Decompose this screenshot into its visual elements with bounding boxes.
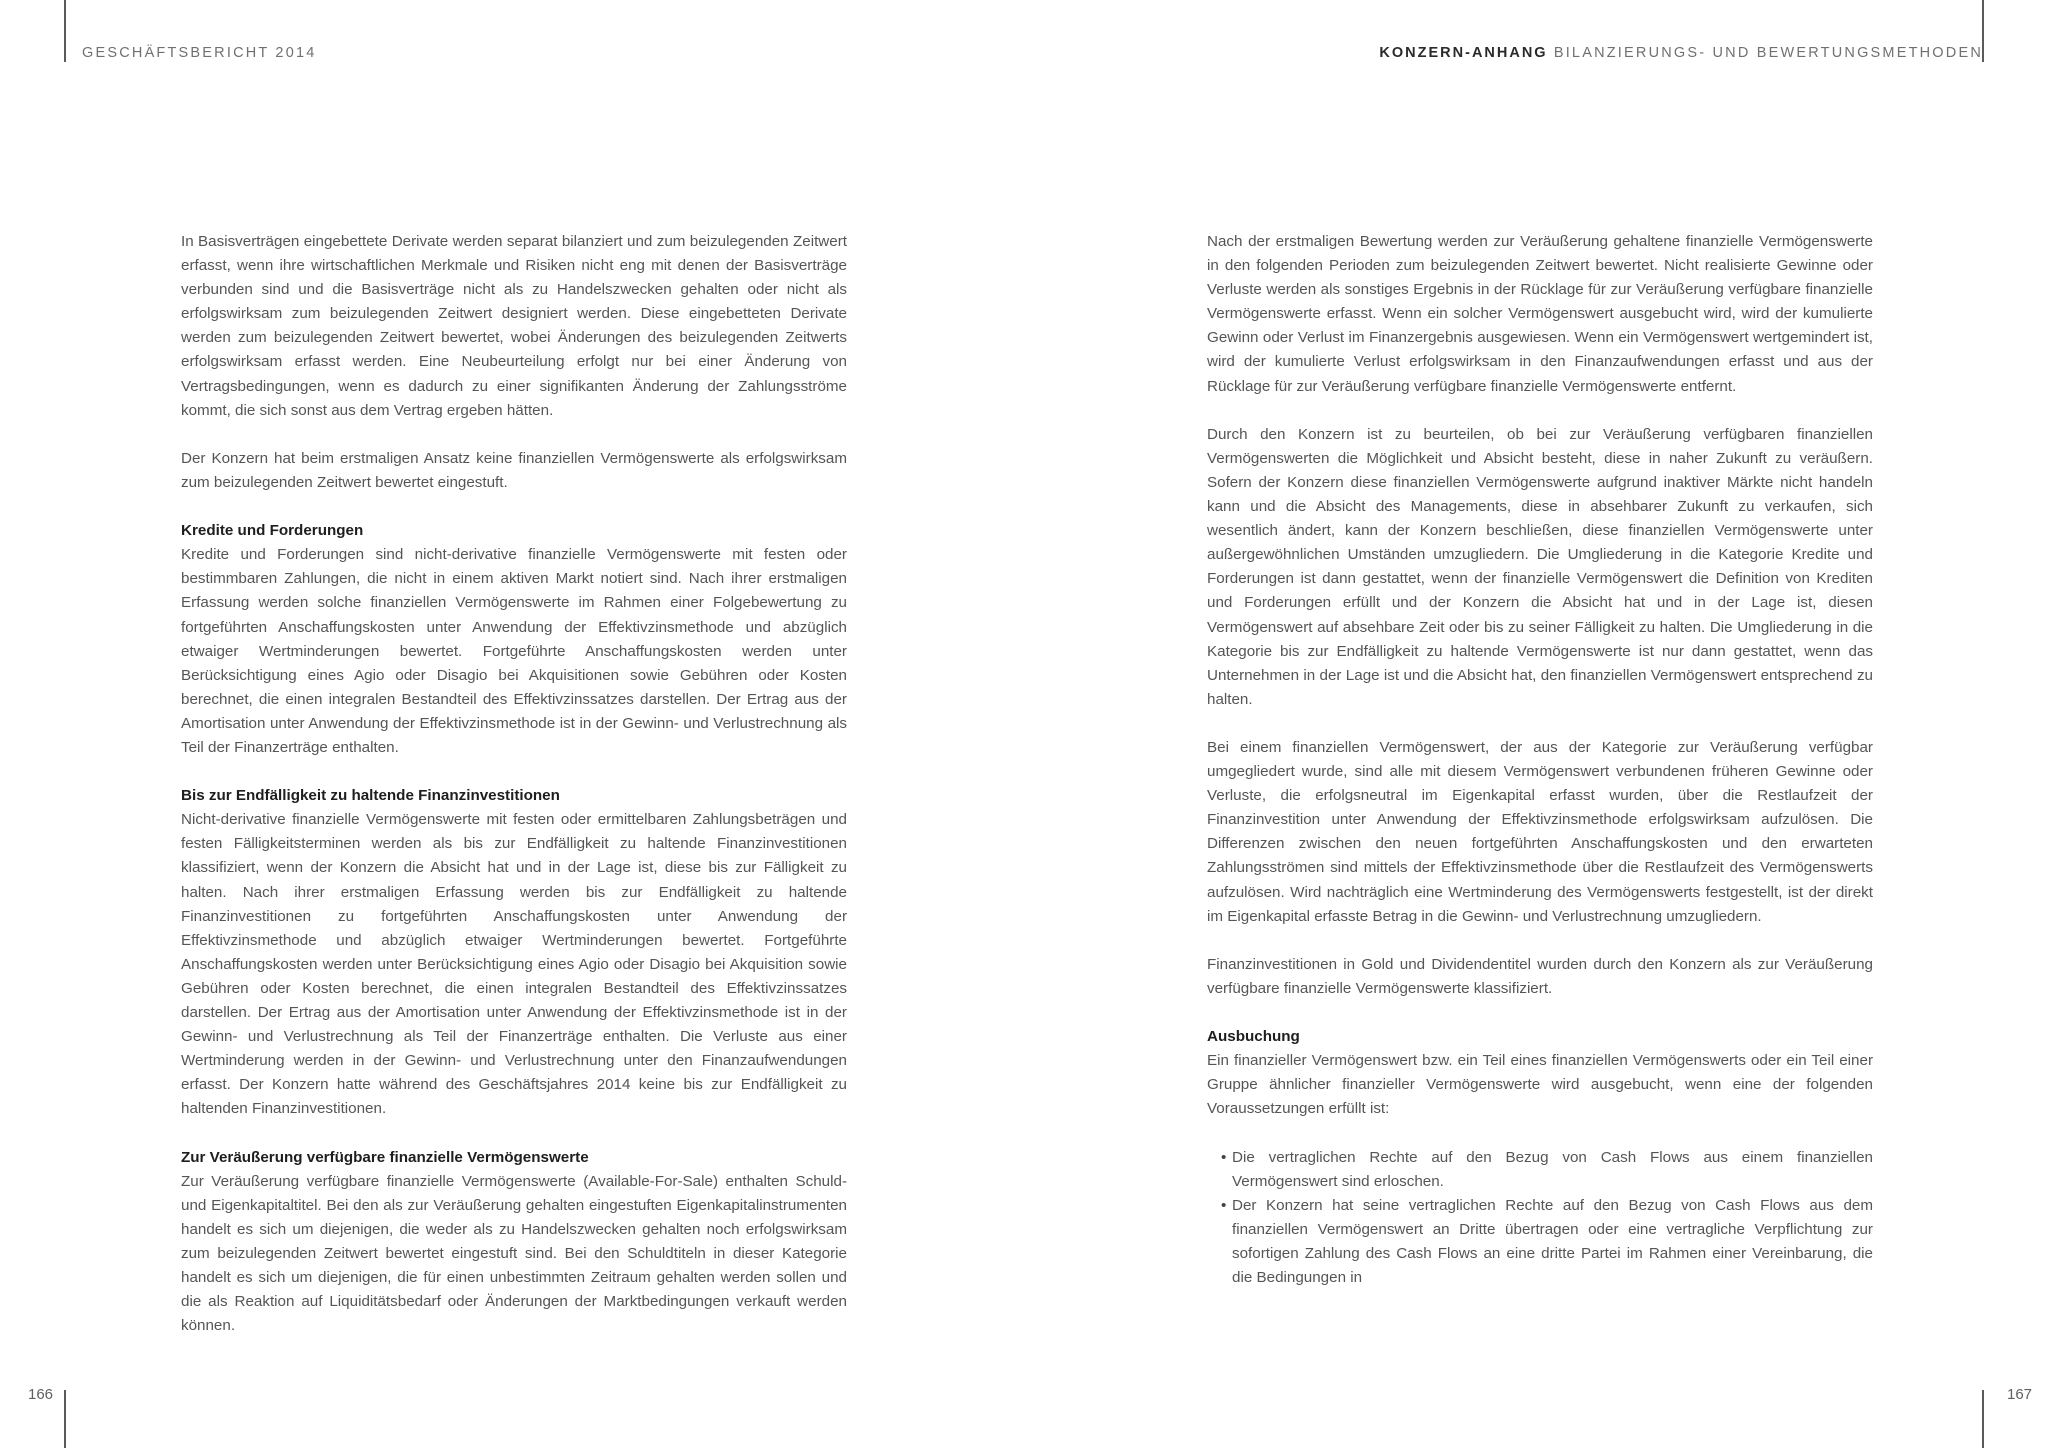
paragraph-umgliederung: Durch den Konzern ist zu beurteilen, ob bei zur Veräußerung verfügbaren finanziellen Vermögenswerten die Möglichkeit und Absicht besteht, diese in naher Zukunft zu veräußern. Sofern der Konzern diese finanziellen Vermögenswerte aufgrund inaktiver Märkte nicht handeln kann und die Absicht des Managements, diese in absehbarer Zukunft zu verkaufen, sich wesentlich ändert, kann der Konzern beschließen, diese finanziellen Vermögenswerte unter außergewöhnlichen Umständen umzugliedern. Die Umgliederung in die Kategorie Kredite und Forderungen ist dann gestattet, wenn der finanzielle Vermögenswert die Definition von Krediten und Forderungen erfüllt und der Konzern die Absicht hat und in der Lage ist, diesen Vermögenswert auf absehbare Zeit oder bis zu seiner Fälligkeit zu halten. Die Umgliederung in die Kategorie bis zur Endfälligkeit zu haltende Vermögenswerte ist nur dann gestattet, wenn das Unternehmen in der Lage ist und die Absicht hat, den finanziellen Vermögenswert entsprechend zu halten. — [1207, 425, 1873, 708]
bottom-left-rule — [64, 1390, 66, 1448]
list-item: • Die vertraglichen Rechte auf den Bezug von Cash Flows aus einem finanziellen Vermögenswert sind erloschen. — [1221, 1146, 1873, 1194]
paragraph-endfaelligkeit: Nicht-derivative finanzielle Vermögenswerte mit festen oder ermittelbaren Zahlungsbeträgen und festen Fälligkeitsterminen werden als bis zur Endfälligkeit zu haltende Finanzinvestitionen klassifiziert, wenn der Konzern die Absicht hat und in der Lage ist, diese bis zur Fälligkeit zu halten. Nach ihrer erstmaligen Erfassung werden bis zur Endfälligkeit zu haltende Finanzinvestitionen zu fortgeführten Anschaffungskosten unter Anwendung der Effektivzinsmethode und abzüglich etwaiger Wertminderungen bewertet. Fortgeführte Anschaffungskosten werden unter Berücksichtigung eines Agio oder Disagio bei Akquisition sowie Gebühren oder Kosten berechnet, die einen integralen Bestandteil des Effektivzinssatzes darstellen. Der Ertrag aus der Amortisation unter Anwendung der Effektivzinsmethode ist in der Gewinn- und Verlustrechnung als Teil der Finanzerträge enthalten. Die Verluste aus einer Wertminderung werden in der Gewinn- und Verlustrechnung unter den Finanzaufwendungen erfasst. Der Konzern hatte während des Geschäftsjahres 2014 keine bis zur Endfälligkeit zu haltenden Finanzinvestitionen. — [181, 811, 847, 1118]
running-header-right — [1379, 45, 1983, 61]
running-header-left: GESCHÄFTSBERICHT 2014 — [82, 45, 317, 61]
heading-endfaelligkeit: Bis zur Endfälligkeit zu haltende Finanzinvestitionen — [181, 787, 560, 805]
paragraph-veraeusserung-verfuegbar: Zur Veräußerung verfügbare finanzielle Vermögenswerte (Available-For-Sale) enthalten Schuld- und Eigenkapitaltitel. Bei den als zur Veräußerung gehalten eingestuften Eigenkapitalinstrumenten handelt es sich um diejenigen, die weder als zu Handelszwecken gehalten noch erfolgswirksam zum beizulegenden Zeitwert bewertet eingestuft sind. Bei den Schuldtiteln in dieser Kategorie handelt es sich um diejenigen, die für einen unbestimmten Zeitraum gehalten werden sollen und die als Reaktion auf Liquiditätsbedarf oder Änderungen der Marktbedingungen verkauft werden können. — [181, 1172, 847, 1335]
paragraph-ausbuchung: Ein finanzieller Vermögenswert bzw. ein Teil eines finanziellen Vermögenswerts oder ein Teil einer Gruppe ähnlicher finanzieller Vermögenswerte wird ausgebucht, wenn eine der folgenden Voraussetzungen erfüllt ist: — [1207, 1052, 1873, 1118]
top-left-rule — [64, 0, 66, 62]
paragraph-gold-dividendentitel: Finanzinvestitionen in Gold und Dividendentitel wurden durch den Konzern als zur Veräußerung verfügbare finanzielle Vermögenswerte klassifiziert. — [1207, 955, 1873, 997]
paragraph-umgegliederte-vermoegenswerte: Bei einem finanziellen Vermögenswert, der aus der Kategorie zur Veräußerung verfügbar umgegliedert wurde, sind alle mit diesem Vermögenswert verbundenen früheren Gewinne oder Verluste, die erfolgsneutral im Eigenkapital erfasst wurden, über die Restlaufzeit der Finanzinvestition unter Anwendung der Effektivzinsmethode erfolgswirksam aufzulösen. Die Differenzen zwischen den neuen fortgeführten Anschaffungskosten und den erwarteten Zahlungsströmen sind mittels der Effektivzinsmethode über die Restlaufzeit des Vermögenswerts aufzulösen. Wird nachträglich eine Wertminderung des Vermögenswerts festgestellt, ist der direkt im Eigenkapital erfasste Betrag in die Gewinn- und Verlustrechnung umzugliedern. — [1207, 738, 1873, 925]
paragraph-folgebewertung: Nach der erstmaligen Bewertung werden zur Veräußerung gehaltene finanzielle Vermögenswerte in den folgenden Perioden zum beizulegenden Zeitwert bewertet. Nicht realisierte Gewinne oder Verluste werden als sonstiges Ergebnis in der Rücklage für zur Veräußerung verfügbare finanzielle Vermögenswerte erfasst. Wenn ein solcher Vermögenswert ausgebucht wird, wird der kumulierte Gewinn oder Verlust im Finanzergebnis ausgewiesen. Wenn ein Vermögenswert wertgemindert ist, wird der kumulierte Verlust erfolgswirksam in den Finanzaufwendungen erfasst und aus der Rücklage für zur Veräußerung verfügbare finanzielle Vermögenswerte entfernt. — [1207, 233, 1873, 395]
right-page-column — [1207, 230, 1873, 1290]
paragraph-eingebettete-derivate: In Basisverträgen eingebettete Derivate werden separat bilanziert und zum beizulegenden Zeitwert erfasst, wenn ihre wirtschaftlichen Merkmale und Risiken nicht eng mit denen der Basisverträge verbunden sind und die Basisverträge nicht als zu Handelszwecken gehalten oder nicht als erfolgswirksam zum beizulegenden Zeitwert designiert werden. Diese eingebetteten Derivate werden zum beizulegenden Zeitwert bewertet, wobei Änderungen des beizulegenden Zeitwerts erfolgswirksam erfasst werden. Eine Neubeurteilung erfolgt nur bei einer Änderung von Vertragsbedingungen, wenn es dadurch zu einer signifikanten Änderung der Zahlungsströme kommt, die sich sonst aus dem Vertrag ergeben hätten. — [181, 233, 847, 419]
heading-kredite-und-forderungen: Kredite und Forderungen — [181, 522, 364, 540]
heading-ausbuchung: Ausbuchung — [1207, 1028, 1300, 1046]
header-section: KONZERN-ANHANG — [1379, 45, 1548, 61]
heading-veraeusserung-verfuegbar: Zur Veräußerung verfügbare finanzielle Vermögenswerte — [181, 1148, 589, 1166]
ausbuchung-bullet-list — [1207, 1146, 1873, 1291]
left-page-column — [181, 230, 847, 1362]
page-number-right: 167 — [2007, 1386, 2033, 1403]
paragraph-erstmaliger-ansatz: Der Konzern hat beim erstmaligen Ansatz keine finanziellen Vermögenswerte als erfolgswirksam zum beizulegenden Zeitwert bewertet eingestuft. — [181, 449, 847, 491]
list-item: • Der Konzern hat seine vertraglichen Rechte auf den Bezug von Cash Flows aus dem finanziellen Vermögenswert an Dritte übertragen oder eine vertragliche Verpflichtung zur sofortigen Zahlung des Cash Flows an eine dritte Partei im Rahmen einer Vereinbarung, die die Bedingungen in — [1221, 1194, 1873, 1290]
bottom-right-rule — [1982, 1390, 1984, 1448]
header-subsection: BILANZIERUNGS- UND BEWERTUNGSMETHODEN — [1553, 45, 1983, 61]
page-number-left: 166 — [28, 1386, 54, 1403]
paragraph-kredite-und-forderungen: Kredite und Forderungen sind nicht-derivative finanzielle Vermögenswerte mit festen oder bestimmbaren Zahlungen, die nicht in einem aktiven Markt notiert sind. Nach ihrer erstmaligen Erfassung werden solche finanziellen Vermögenswerte im Rahmen einer Folgebewertung zu fortgeführten Anschaffungskosten unter Anwendung der Effektivzinsmethode und abzüglich etwaiger Wertminderungen bewertet. Fortgeführte Anschaffungskosten werden unter Berücksichtigung eines Agio oder Disagio bei Akquisitionen sowie Gebühren oder Kosten berechnet, die einen integralen Bestandteil des Effektivzinssatzes darstellen. Der Ertrag aus der Amortisation unter Anwendung der Effektivzinsmethode ist in der Gewinn- und Verlustrechnung als Teil der Finanzerträge enthalten. — [181, 546, 847, 756]
